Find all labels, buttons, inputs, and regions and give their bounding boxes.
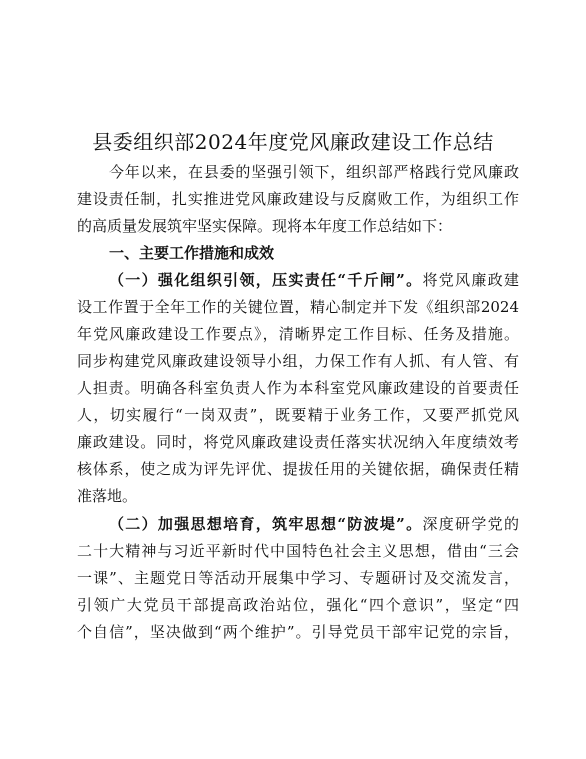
paragraph-line: 一课”、主题党日等活动开展集中学习、专题研讨及交流发言， [77, 569, 519, 587]
paragraph-line: 设工作置于全年工作的关键位置，精心制定并下发《组织部2024 [77, 298, 519, 316]
item-lead: （一）强化组织引领，压实责任“千斤闸”。 [109, 271, 423, 289]
paragraph-line: 引领广大党员干部提高政治站位，强化“四个意识”，坚定“四 [77, 596, 519, 614]
section-heading: 一、主要工作措施和成效 [109, 244, 275, 262]
paragraph-line: 建设责任制，扎实推进党风廉政建设与反腐败工作，为组织工作 [77, 190, 519, 208]
paragraph-line: 准落地。 [77, 487, 138, 505]
paragraph-line: 年党风廉政建设工作要点》，清晰界定工作目标、任务及措施。 [77, 325, 519, 343]
paragraph-line: 廉政建设。同时，将党风廉政建设责任落实状况纳入年度绩效考 [77, 433, 519, 451]
paragraph-line: 人，切实履行“一岗双责”，既要精于业务工作，又要严抓党风 [77, 406, 519, 424]
paragraph-line: 今年以来，在县委的坚强引领下，组织部严格践行党风廉政 [109, 163, 519, 181]
item-text: 深度研学党的 [422, 515, 519, 533]
paragraph-line: 核体系，使之成为评先评优、提拔任用的关键依据，确保责任精 [77, 460, 519, 478]
paragraph-line [109, 514, 519, 534]
paragraph-line: 二十大精神与习近平新时代中国特色社会主义思想，借由“三会 [77, 542, 519, 560]
paragraph-line [109, 270, 519, 290]
paragraph-line: 的高质量发展筑牢坚实保障。现将本年度工作总结如下： [77, 217, 453, 235]
document-title: 县委组织部2024年度党风廉政建设工作总结 [92, 130, 494, 154]
item-text: 将党风廉政建 [422, 271, 519, 289]
paragraph-line: 同步构建党风廉政建设领导小组，力保工作有人抓、有人管、有 [77, 352, 519, 370]
paragraph-line: 人担责。明确各科室负责人作为本科室党风廉政建设的首要责任 [77, 379, 519, 397]
paragraph-line: 个自信”，坚决做到“两个维护”。引导党员干部牢记党的宗旨， [77, 623, 519, 641]
item-lead: （二）加强思想培育，筑牢思想“防波堤”。 [109, 515, 423, 533]
